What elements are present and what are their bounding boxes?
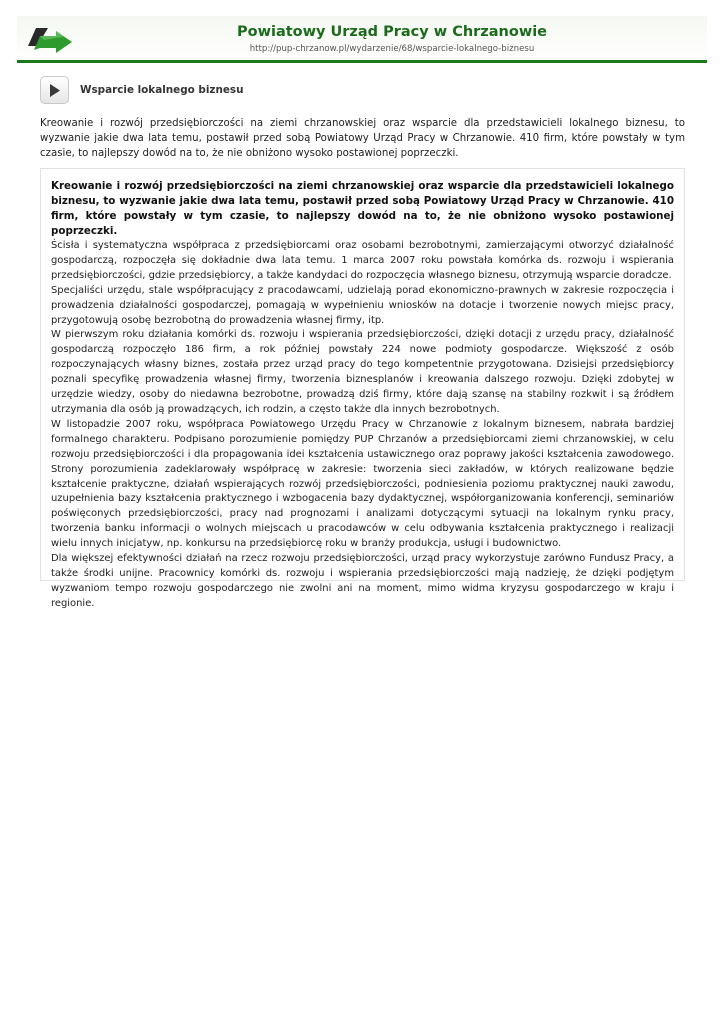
article-paragraph: W listopadzie 2007 roku, współpraca Powiatowego Urzędu Pracy w Chrzanowie z lokalnym biznesem, nabrała bardziej formalnego charakteru. Podpisano porozumienie pomiędzy PUP Chrzanów a przedsiębiorcami ziemi chrzanowskiej, w celu rozwoju przedsiębiorczości i dla propagowania idei kształcenia ustawicznego oraz poprawy jakości kształcenia zawodowego. Strony porozumienia zadeklarowały współpracę w zakresie: tworzenia sieci zakładów, w których realizowane będzie kształcenie praktyczne, działań wspierających rozwój przedsiębiorczości, podniesienia poziomu praktycznej nauki zawodu, uzupełnienia bazy kształcenia praktycznego i wzbogacenia bazy dydaktycznej, współorganizowania konferencji, seminariów poświęconych przedsiębiorczości, pracy nad prognozami i analizami dotyczącymi sytuacji na lokalnym rynku pracy, tworzenia banku informacji o wolnych miejscach u pracodawców w celu odbywania kształcenia praktycznego i realizacji wielu innych inicjatyw, np. konkursu na przedsiębiorcę roku w branży produkcja, usługi i budownictwo. [51,418,674,550]
article-paragraph: Dla większej efektywności działań na rzecz rozwoju przedsiębiorczości, urząd pracy wykorzystuje zarówno Fundusz Pracy, a także środki unijne. Pracownicy komórki ds. rozwoju i wspierania przedsiębiorczości mają nadzieję, że dzięki podjętym wyzwaniom tempo rozwoju gospodarczego nie zwolni ani na moment, mimo widma kryzysu gospodarczego w kraju i regionie. [51,553,674,609]
article-paragraph: Ścisła i systematyczna współpraca z przedsiębiorcami oraz osobami bezrobotnymi, zamierzającymi otworzyć działalność gospodarczą, rozpoczęła się dokładnie dwa lata temu. 1 marca 2007 roku powstała komórka ds. rozwoju i wspierania przedsiębiorczości, gdzie przedsiębiorcy, a także kandydaci do rozpoczęcia własnego biznesu, otrzymują wsparcie doradcze. [51,240,674,281]
section-header [40,76,685,106]
site-title: Powiatowy Urząd Pracy w Chrzanowie [236,24,548,40]
section-title: Wsparcie lokalnego biznesu [80,84,244,96]
article-intro: Kreowanie i rozwój przedsiębiorczości na ziemi chrzanowskiej oraz wsparcie dla przedstawicieli lokalnego biznesu, to wyzwanie jakie dwa lata temu, postawił przed sobą Powiatowy Urząd Pracy w Chrzanowie. 410 firm, które powstały w tym czasie, to najlepszy dowód na to, że nie obniżono wysoko postawionej poprzeczki. [51,180,674,237]
article-body [40,168,685,609]
article-paragraph: W pierwszym roku działania komórki ds. rozwoju i wspierania przedsiębiorczości, dzięki dotacji z urzędu pracy, działalność gospodarczą rozpoczęło 186 firm, a rok później powstały 224 nowe podmioty gospodarcze. Większość z osób rozpoczynających własny biznes, została przez urząd pracy do tego kompetentnie przygotowana. Dzisiejsi przedsiębiorcy poznali specyfikę prowadzenia własnej firmy, tworzenia biznesplanów i kreowania dalszego rozwoju. Dzięki zdobytej w urzędzie wiedzy, osoby do niedawna bezrobotne, prowadzą dziś firmy, które dają szansę na stabilny rozkwit i są źródłem utrzymania dla osób ją prowadzących, ich rodzin, a często także dla innych bezrobotnych. [51,329,674,415]
chevron-right-icon[interactable] [40,76,69,104]
article-lead: Kreowanie i rozwój przedsiębiorczości na ziemi chrzanowskiej oraz wsparcie dla przedstawicieli lokalnego biznesu, to wyzwanie jakie dwa lata temu, postawił przed sobą Powiatowy Urząd Pracy w Chrzanowie. 410 firm, które powstały w tym czasie, to najlepszy dowód na to, że nie obniżono wysoko postawionej poprzeczki. [40,118,685,159]
page-url[interactable]: http://pup-chrzanow.pl/wydarzenie/68/wsparcie-lokalnego-biznesu [249,44,535,54]
article-paragraph: Specjaliści urzędu, stale współpracujący z pracodawcami, udzielają porad ekonomiczno-prawnych w zakresie rozpoczęcia i prowadzenia działalności gospodarczej, pomagają w wypełnieniu wniosków na dotacje i tworzenie nowych miejsc pracy, przygotowują osobę bezrobotną do prowadzenia własnej firmy, itp. [51,284,674,326]
page-header [17,16,707,63]
